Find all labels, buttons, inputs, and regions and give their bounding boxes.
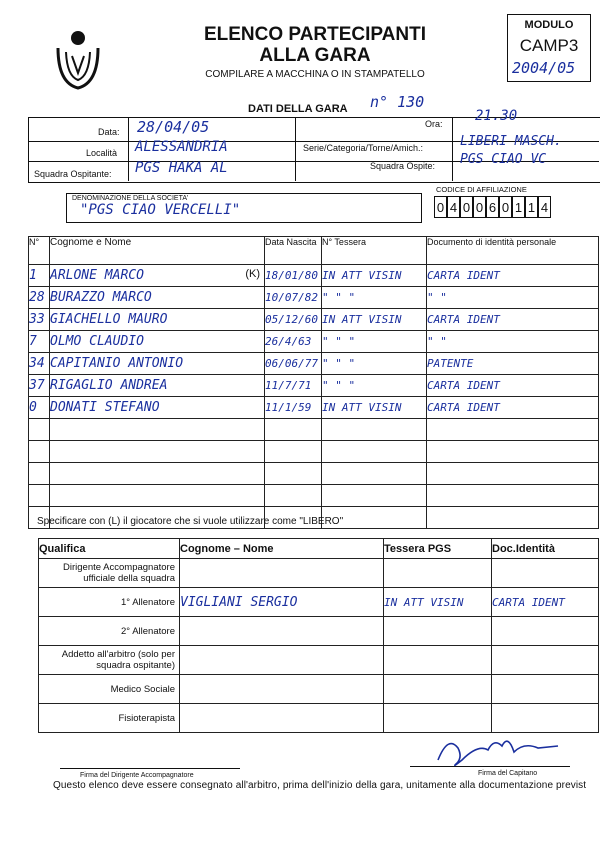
player-tessera[interactable]: IN ATT VISIN xyxy=(322,397,427,419)
localita-value[interactable]: ALESSANDRIA xyxy=(135,139,228,155)
codice-digit-box[interactable]: 6 xyxy=(486,196,499,218)
player-row-empty xyxy=(29,485,599,507)
col-header-tessera: N° Tessera xyxy=(322,237,427,265)
player-birth[interactable]: 05/12/60 xyxy=(265,309,322,331)
staff-doc[interactable] xyxy=(492,646,599,675)
staff-row xyxy=(39,588,599,617)
staff-header-nome: Cognome – Nome xyxy=(180,539,384,559)
player-doc[interactable]: CARTA IDENT xyxy=(427,375,599,397)
players-table xyxy=(28,236,599,529)
empty-cell[interactable] xyxy=(29,485,50,507)
localita-label: Località xyxy=(86,148,118,158)
player-tessera[interactable]: " " " xyxy=(322,353,427,375)
player-number[interactable]: 7 xyxy=(29,331,50,353)
empty-cell[interactable] xyxy=(265,419,322,441)
player-row xyxy=(29,309,599,331)
modulo-box xyxy=(507,14,591,82)
firma-dirigente-label: Firma del Dirigente Accompagnatore xyxy=(80,772,194,779)
staff-row xyxy=(39,646,599,675)
staff-row xyxy=(39,559,599,588)
player-doc[interactable]: PATENTE xyxy=(427,353,599,375)
empty-cell[interactable] xyxy=(265,463,322,485)
staff-doc[interactable] xyxy=(492,704,599,733)
squadra-ospitante-value[interactable]: PGS HAKA AL xyxy=(135,160,228,176)
empty-cell[interactable] xyxy=(427,419,599,441)
player-number[interactable]: 37 xyxy=(29,375,50,397)
player-birth[interactable]: 10/07/82 xyxy=(265,287,322,309)
player-number[interactable]: 34 xyxy=(29,353,50,375)
modulo-code: CAMP3 xyxy=(519,36,579,55)
player-doc[interactable]: CARTA IDENT xyxy=(427,397,599,419)
codice-digit-box[interactable]: 4 xyxy=(447,196,460,218)
staff-role: Addetto all'arbitro (solo per squadra ospitante) xyxy=(39,646,180,675)
player-row xyxy=(29,397,599,419)
captain-flag: (K) xyxy=(245,268,260,280)
denominazione-value[interactable]: "PGS CIAO VERCELLI" xyxy=(80,202,241,218)
staff-header-doc: Doc.Identità xyxy=(492,539,599,559)
empty-cell[interactable] xyxy=(265,441,322,463)
staff-tessera[interactable] xyxy=(384,675,492,704)
federation-logo xyxy=(48,28,108,98)
player-doc[interactable]: " " xyxy=(427,287,599,309)
player-name-cell xyxy=(50,375,265,397)
player-name[interactable]: DONATI STEFANO xyxy=(50,400,160,415)
player-tessera[interactable]: " " " xyxy=(322,375,427,397)
player-number[interactable]: 28 xyxy=(29,287,50,309)
staff-table xyxy=(38,538,599,733)
player-birth[interactable]: 18/01/80 xyxy=(265,265,322,287)
player-birth[interactable]: 26/4/63 xyxy=(265,331,322,353)
player-number[interactable]: 0 xyxy=(29,397,50,419)
serie-value[interactable]: LIBERI MASCH. xyxy=(460,134,562,149)
modulo-year: 2004/05 xyxy=(512,59,576,77)
codice-digit-box[interactable]: 0 xyxy=(499,196,512,218)
col-header-num: N° xyxy=(29,237,50,265)
divider xyxy=(452,117,453,181)
squadra-ospite-label: Squadra Ospite: xyxy=(370,161,436,171)
data-label: Data: xyxy=(98,127,120,137)
staff-role: Medico Sociale xyxy=(39,675,180,704)
divider xyxy=(295,117,296,181)
player-doc[interactable]: " " xyxy=(427,331,599,353)
libero-note: Specificare con (L) il giocatore che si vuole utilizzare come "LIBERO" xyxy=(37,516,344,527)
player-row xyxy=(29,265,599,287)
player-row xyxy=(29,375,599,397)
staff-tessera[interactable] xyxy=(384,617,492,646)
staff-name[interactable] xyxy=(180,646,384,675)
player-name-cell xyxy=(50,331,265,353)
col-header-birth: Data Nascita xyxy=(265,237,322,265)
empty-cell[interactable] xyxy=(427,441,599,463)
data-value[interactable]: 28/04/05 xyxy=(137,118,210,136)
captain-signature xyxy=(428,730,568,770)
player-row xyxy=(29,353,599,375)
codice-digit-box[interactable]: 0 xyxy=(434,196,447,218)
col-header-name: Cognome e Nome xyxy=(50,237,265,265)
codice-digit-box[interactable]: 0 xyxy=(460,196,473,218)
player-doc[interactable]: CARTA IDENT xyxy=(427,265,599,287)
empty-cell[interactable] xyxy=(50,463,265,485)
player-name-cell xyxy=(50,265,265,287)
staff-tessera[interactable] xyxy=(384,559,492,588)
staff-name[interactable] xyxy=(180,704,384,733)
modulo-label: MODULO xyxy=(524,19,574,31)
staff-header-qualifica: Qualifica xyxy=(39,539,180,559)
empty-cell[interactable] xyxy=(50,441,265,463)
player-birth[interactable]: 11/7/71 xyxy=(265,375,322,397)
player-row-empty xyxy=(29,419,599,441)
staff-tessera[interactable]: IN ATT VISIN xyxy=(384,588,492,617)
player-birth[interactable]: 11/1/59 xyxy=(265,397,322,419)
squadra-ospite-value[interactable]: PGS CIAO VC xyxy=(460,152,547,167)
codice-digit-box[interactable]: 1 xyxy=(525,196,538,218)
staff-tessera[interactable] xyxy=(384,704,492,733)
player-tessera[interactable]: IN ATT VISIN xyxy=(322,265,427,287)
firma-capitano-line xyxy=(410,766,570,767)
form-subtitle: COMPILARE A MACCHINA O IN STAMPATELLO xyxy=(205,69,425,80)
player-tessera[interactable]: " " " xyxy=(322,331,427,353)
firma-dirigente-line xyxy=(60,768,240,769)
player-tessera[interactable]: IN ATT VISIN xyxy=(322,309,427,331)
empty-cell[interactable] xyxy=(265,485,322,507)
player-name[interactable]: CAPITANIO ANTONIO xyxy=(50,356,184,371)
empty-cell[interactable] xyxy=(427,463,599,485)
player-tessera[interactable]: " " " xyxy=(322,287,427,309)
staff-row xyxy=(39,675,599,704)
staff-role: 1° Allenatore xyxy=(39,588,180,617)
player-name[interactable]: ARLONE MARCO xyxy=(50,268,144,283)
player-number[interactable]: 1 xyxy=(29,265,50,287)
player-name-cell xyxy=(50,353,265,375)
divider xyxy=(128,117,129,181)
empty-cell[interactable] xyxy=(29,463,50,485)
staff-doc[interactable] xyxy=(492,617,599,646)
staff-name[interactable] xyxy=(180,617,384,646)
codice-digit-box[interactable]: 1 xyxy=(512,196,525,218)
staff-doc[interactable] xyxy=(492,675,599,704)
codice-digit-box[interactable]: 0 xyxy=(473,196,486,218)
staff-doc[interactable]: CARTA IDENT xyxy=(492,588,599,617)
staff-name[interactable]: VIGLIANI SERGIO xyxy=(180,588,384,617)
denominazione-label: DENOMINAZIONE DELLA SOCIETA' xyxy=(72,195,189,202)
player-name[interactable]: OLMO CLAUDIO xyxy=(50,334,144,349)
player-name-cell xyxy=(50,287,265,309)
empty-cell[interactable] xyxy=(322,463,427,485)
staff-row xyxy=(39,617,599,646)
empty-cell[interactable] xyxy=(322,485,427,507)
title-line-1: ELENCO PARTECIPANTI xyxy=(203,24,427,45)
firma-capitano-label: Firma del Capitano xyxy=(478,770,538,777)
player-name[interactable]: BURAZZO MARCO xyxy=(50,290,152,305)
player-name[interactable]: GIACHELLO MAURO xyxy=(50,312,168,327)
empty-cell[interactable] xyxy=(322,419,427,441)
staff-tessera[interactable] xyxy=(384,646,492,675)
ora-value[interactable]: 21.30 xyxy=(475,108,518,124)
staff-role: 2° Allenatore xyxy=(39,617,180,646)
player-name-cell xyxy=(50,309,265,331)
codice-affiliazione xyxy=(434,196,551,218)
empty-cell[interactable] xyxy=(50,485,265,507)
codice-digit-box[interactable]: 4 xyxy=(538,196,551,218)
player-row xyxy=(29,287,599,309)
form-title xyxy=(150,24,480,66)
ora-label: Ora: xyxy=(425,119,443,129)
title-line-2: ALLA GARA xyxy=(259,45,371,66)
staff-row xyxy=(39,704,599,733)
squadra-ospitante-label: Squadra Ospitante: xyxy=(34,169,112,179)
empty-cell[interactable] xyxy=(50,419,265,441)
staff-role: Dirigente Accompagnatore ufficiale della squadra xyxy=(39,559,180,588)
codice-label: CODICE DI AFFILIAZIONE xyxy=(436,185,527,194)
empty-cell[interactable] xyxy=(427,507,599,529)
player-doc[interactable]: CARTA IDENT xyxy=(427,309,599,331)
player-name[interactable]: RIGAGLIO ANDREA xyxy=(50,378,168,393)
empty-cell[interactable] xyxy=(427,485,599,507)
staff-role: Fisioterapista xyxy=(39,704,180,733)
section-title-gara: DATI DELLA GARA xyxy=(248,103,348,115)
player-row-empty xyxy=(29,463,599,485)
staff-doc[interactable] xyxy=(492,559,599,588)
player-number[interactable]: 33 xyxy=(29,309,50,331)
col-header-doc: Documento di identità personale xyxy=(427,237,599,265)
serie-label: Serie/Categoria/Torne/Amich.: xyxy=(303,143,424,153)
gara-number: n° 130 xyxy=(370,93,425,111)
player-name-cell xyxy=(50,397,265,419)
footer-note: Questo elenco deve essere consegnato all'arbitro, prima dell'inizio della gara, unitamente alla documentazione previst xyxy=(53,780,587,791)
empty-cell[interactable] xyxy=(29,419,50,441)
player-row-empty xyxy=(29,441,599,463)
player-row xyxy=(29,331,599,353)
staff-name[interactable] xyxy=(180,559,384,588)
player-birth[interactable]: 06/06/77 xyxy=(265,353,322,375)
empty-cell[interactable] xyxy=(29,441,50,463)
staff-header-tessera: Tessera PGS xyxy=(384,539,492,559)
staff-name[interactable] xyxy=(180,675,384,704)
empty-cell[interactable] xyxy=(322,441,427,463)
